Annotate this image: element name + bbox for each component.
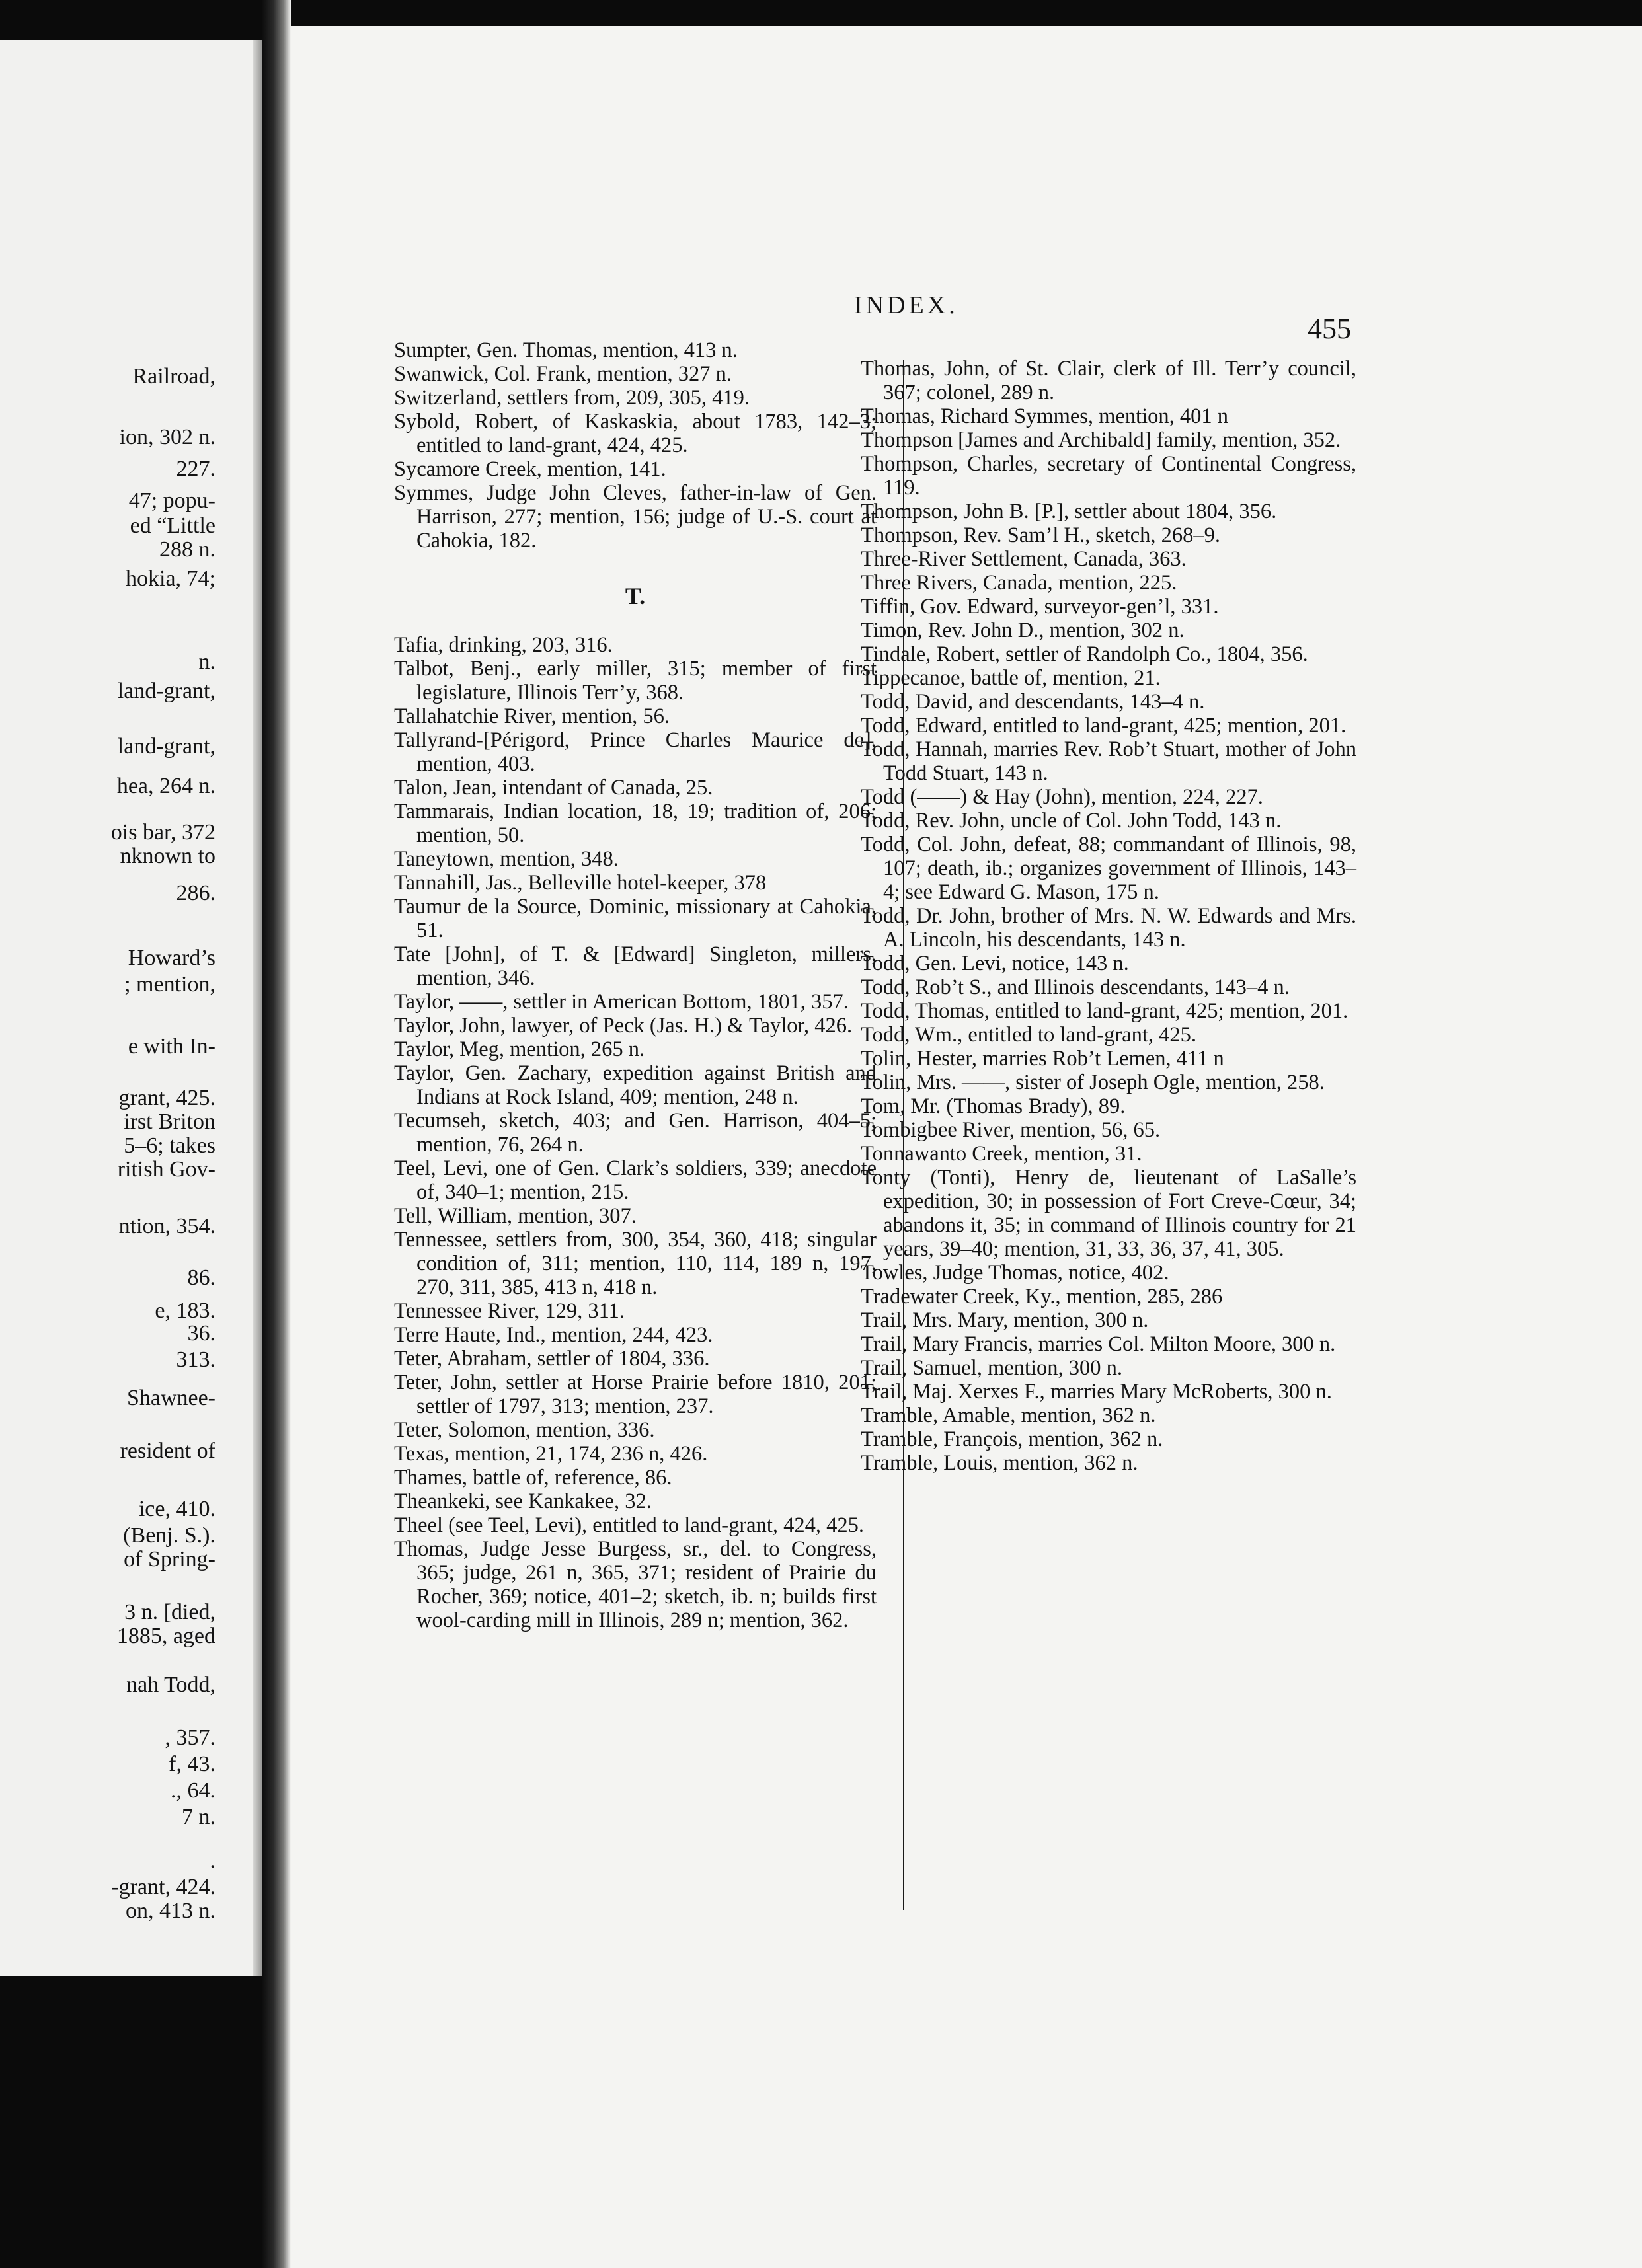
text-fragment: ice, 410. (138, 1497, 215, 1521)
index-entry: Tecumseh, sketch, 403; and Gen. Harrison, 404–5; mention, 76, 264 n. (394, 1109, 877, 1156)
text-fragment: e with In- (128, 1034, 215, 1059)
index-entry: Taylor, John, lawyer, of Peck (Jas. H.) & Taylor, 426. (394, 1014, 853, 1038)
text-fragment: 7 n. (182, 1805, 215, 1829)
text-fragment: on, 413 n. (126, 1899, 215, 1923)
text-fragment: 227. (176, 457, 215, 481)
index-entry: Tonnawanto Creek, mention, 31. (861, 1142, 1142, 1166)
index-entry: Teter, Solomon, mention, 336. (394, 1418, 655, 1442)
text-fragment: 286. (176, 881, 215, 905)
index-entry: Todd, Rev. John, uncle of Col. John Todd, 143 n. (861, 809, 1282, 833)
text-fragment: -grant, 424. (111, 1875, 215, 1899)
text-fragment: Howard’s (128, 946, 215, 970)
index-entry: Trail, Mary Francis, marries Col. Milton Moore, 300 n. (861, 1332, 1336, 1356)
index-entry: Thompson, Rev. Sam’l H., sketch, 268–9. (861, 523, 1221, 547)
index-entry: Tindale, Robert, settler of Randolph Co., 1804, 356. (861, 642, 1308, 666)
index-entry: Tom, Mr. (Thomas Brady), 89. (861, 1094, 1126, 1118)
index-entry: Todd, Wm., entitled to land-grant, 425. (861, 1023, 1197, 1047)
index-entry: Tennessee, settlers from, 300, 354, 360, 418; singular condition of, 311; mention, 110, 114, 189 n, 197, 270, 311, 385, 413 n, 418 n. (394, 1228, 877, 1299)
index-entry: Tippecanoe, battle of, mention, 21. (861, 666, 1161, 690)
text-fragment: ntion, 354. (118, 1214, 215, 1238)
text-fragment: grant, 425. (118, 1086, 215, 1110)
index-entry: Thomas, Richard Symmes, mention, 401 n (861, 404, 1229, 428)
text-fragment: 86. (187, 1266, 215, 1290)
index-entry: Taneytown, mention, 348. (394, 847, 619, 871)
index-entry: Tafia, drinking, 203, 316. (394, 633, 613, 657)
index-entry: Trail, Samuel, mention, 300 n. (861, 1356, 1123, 1380)
index-column-left (394, 338, 877, 1632)
text-fragment: nah Todd, (126, 1673, 215, 1697)
text-fragment: n. (198, 650, 215, 674)
index-entry: Symmes, Judge John Cleves, father-in-law of Gen. Harrison, 277; mention, 156; judge of U.-S. court at Cahokia, 182. (394, 481, 877, 552)
index-entry: Switzerland, settlers from, 209, 305, 419. (394, 386, 750, 410)
index-entry: Talbot, Benj., early miller, 315; member of first legislature, Illinois Terr’y, 368. (394, 657, 877, 704)
index-entry: Tennessee River, 129, 311. (394, 1299, 625, 1323)
text-fragment: ., 64. (171, 1778, 215, 1803)
index-entry: Tell, William, mention, 307. (394, 1204, 637, 1228)
text-fragment: ed “Little (130, 513, 215, 538)
t-entries-part-1 (394, 633, 877, 1632)
t-entries-part-2 (861, 357, 1356, 1475)
text-fragment: irst Briton (124, 1110, 215, 1134)
text-fragment: ois bar, 372 (110, 820, 215, 845)
text-fragment: land-grant, (117, 734, 215, 759)
text-fragment: e, 183. (155, 1299, 215, 1323)
index-entry: Terre Haute, Ind., mention, 244, 423. (394, 1323, 713, 1347)
index-entry: Todd, Rob’t S., and Illinois descendants, 143–4 n. (861, 975, 1290, 999)
text-fragment: 36. (187, 1321, 215, 1345)
index-entry: Tramble, Amable, mention, 362 n. (861, 1404, 1156, 1427)
index-entry: Todd, Hannah, marries Rev. Rob’t Stuart, mother of John Todd Stuart, 143 n. (861, 737, 1356, 785)
index-entry: Tolin, Hester, marries Rob’t Lemen, 411 n (861, 1047, 1224, 1071)
text-fragment: 288 n. (159, 537, 215, 562)
index-entry: Swanwick, Col. Frank, mention, 327 n. (394, 362, 732, 386)
index-entry: Tradewater Creek, Ky., mention, 285, 286 (861, 1285, 1223, 1308)
page-edge (253, 40, 262, 1976)
page-number: 455 (1308, 313, 1351, 345)
running-head: INDEX. (854, 291, 958, 319)
index-entry: Thompson, John B. [P.], settler about 1804, 356. (861, 500, 1277, 523)
index-entry: Tramble, François, mention, 362 n. (861, 1427, 1163, 1451)
index-entry: Todd, Edward, entitled to land-grant, 425; mention, 201. (861, 714, 1347, 737)
text-fragment: Railroad, (132, 364, 215, 389)
index-entry: Thames, battle of, reference, 86. (394, 1466, 672, 1490)
s-entries (394, 338, 877, 552)
text-fragment: 1885, aged (116, 1624, 215, 1648)
text-fragment: ; mention, (124, 972, 215, 997)
text-fragment: ion, 302 n. (119, 425, 215, 449)
index-entry: Texas, mention, 21, 174, 236 n, 426. (394, 1442, 708, 1466)
index-entry: Sybold, Robert, of Kaskaskia, about 1783, 142–3; entitled to land-grant, 424, 425. (394, 410, 877, 457)
index-entry: Sumpter, Gen. Thomas, mention, 413 n. (394, 338, 738, 362)
index-entry: Todd, Thomas, entitled to land-grant, 425; mention, 201. (861, 999, 1349, 1023)
index-entry: Three-River Settlement, Canada, 363. (861, 547, 1187, 571)
index-entry: Taylor, ——, settler in American Bottom, 1801, 357. (394, 990, 849, 1014)
index-entry: Theankeki, see Kankakee, 32. (394, 1490, 652, 1513)
index-entry: Taylor, Gen. Zachary, expedition against British and Indians at Rock Island, 409; mention, 248 n. (394, 1061, 877, 1109)
text-fragment: hokia, 74; (126, 566, 215, 591)
text-fragment: (Benj. S.). (123, 1523, 215, 1548)
text-fragment: ritish Gov- (117, 1157, 215, 1182)
index-entry: Tramble, Louis, mention, 362 n. (861, 1451, 1138, 1475)
index-entry: Three Rivers, Canada, mention, 225. (861, 571, 1177, 595)
index-entry: Tonty (Tonti), Henry de, lieutenant of LaSalle’s expedition, 30; in possession of Fort Creve-Cœur, 34; abandons it, 35; in command of Illinois country for 21 years, 39–40; mention, 31, 33, 36, 37, 41, 305. (861, 1166, 1356, 1261)
index-entry: Talon, Jean, intendant of Canada, 25. (394, 776, 713, 800)
index-entry: Sycamore Creek, mention, 141. (394, 457, 666, 481)
index-entry: Towles, Judge Thomas, notice, 402. (861, 1261, 1169, 1285)
text-fragment: 313. (176, 1347, 215, 1372)
index-entry: Tiffin, Gov. Edward, surveyor-gen’l, 331. (861, 595, 1219, 619)
index-entry: Todd, Col. John, defeat, 88; commandant of Illinois, 98, 107; death, ib.; organizes government of Illinois, 143–4; see Edward G. Mason, 175 n. (861, 833, 1356, 904)
index-entry: Todd, Gen. Levi, notice, 143 n. (861, 952, 1129, 975)
index-entry: Todd, David, and descendants, 143–4 n. (861, 690, 1205, 714)
index-entry: Teter, Abraham, settler of 1804, 336. (394, 1347, 710, 1371)
index-entry: Teter, John, settler at Horse Prairie before 1810, 201; settler of 1797, 313; mention, 237. (394, 1371, 877, 1418)
text-fragment: . (210, 1848, 215, 1873)
text-fragment: resident of (120, 1439, 215, 1463)
text-fragment: hea, 264 n. (116, 774, 215, 798)
text-fragment: , 357. (165, 1725, 215, 1750)
index-entry: Tallahatchie River, mention, 56. (394, 704, 670, 728)
index-entry: Tate [John], of T. & [Edward] Singleton, millers, mention, 346. (394, 942, 877, 990)
index-entry: Tannahill, Jas., Belleville hotel-keeper, 378 (394, 871, 767, 895)
index-entry: Todd, Dr. John, brother of Mrs. N. W. Edwards and Mrs. A. Lincoln, his descendants, 143 n. (861, 904, 1356, 952)
index-entry: Timon, Rev. John D., mention, 302 n. (861, 619, 1185, 642)
text-fragment: land-grant, (117, 679, 215, 703)
index-entry: Trail, Mrs. Mary, mention, 300 n. (861, 1308, 1149, 1332)
index-entry: Teel, Levi, one of Gen. Clark’s soldiers, 339; anecdote of, 340–1; mention, 215. (394, 1156, 877, 1204)
index-column-right (861, 357, 1356, 1475)
text-fragment: Shawnee- (126, 1386, 215, 1410)
text-fragment: of Spring- (124, 1547, 215, 1571)
previous-page (0, 40, 262, 1976)
index-entry: Theel (see Teel, Levi), entitled to land-grant, 424, 425. (394, 1513, 864, 1537)
index-entry: Taylor, Meg, mention, 265 n. (394, 1038, 645, 1061)
book-gutter (262, 0, 291, 2268)
index-entry: Tallyrand-[Périgord, Prince Charles Maurice de], mention, 403. (394, 728, 877, 776)
text-fragment: nknown to (120, 844, 215, 868)
section-letter: T. (625, 583, 646, 609)
index-entry: Tombigbee River, mention, 56, 65. (861, 1118, 1161, 1142)
index-entry: Tammarais, Indian location, 18, 19; tradition of, 206; mention, 50. (394, 800, 877, 847)
index-entry: Trail, Maj. Xerxes F., marries Mary McRoberts, 300 n. (861, 1380, 1332, 1404)
index-entry: Tolin, Mrs. ——, sister of Joseph Ogle, mention, 258. (861, 1071, 1325, 1094)
index-entry: Thompson [James and Archibald] family, mention, 352. (861, 428, 1341, 452)
index-entry: Thompson, Charles, secretary of Continental Congress, 119. (861, 452, 1356, 500)
index-entry: Thomas, John, of St. Clair, clerk of Ill. Terr’y council, 367; colonel, 289 n. (861, 357, 1356, 404)
index-entry: Thomas, Judge Jesse Burgess, sr., del. to Congress, 365; judge, 261 n, 365, 371; resident of Prairie du Rocher, 369; notice, 401–2; sketch, ib. n; builds first wool-carding mill in Illinois, 289 n; mention, 362. (394, 1537, 877, 1632)
text-fragment: 5–6; takes (124, 1133, 215, 1158)
index-entry: Taumur de la Source, Dominic, missionary at Cahokia, 51. (394, 895, 877, 942)
text-fragment: f, 43. (169, 1752, 215, 1776)
text-fragment: 3 n. [died, (124, 1600, 215, 1624)
index-entry: Todd (——) & Hay (John), mention, 224, 227. (861, 785, 1263, 809)
text-fragment: 47; popu- (128, 488, 215, 513)
